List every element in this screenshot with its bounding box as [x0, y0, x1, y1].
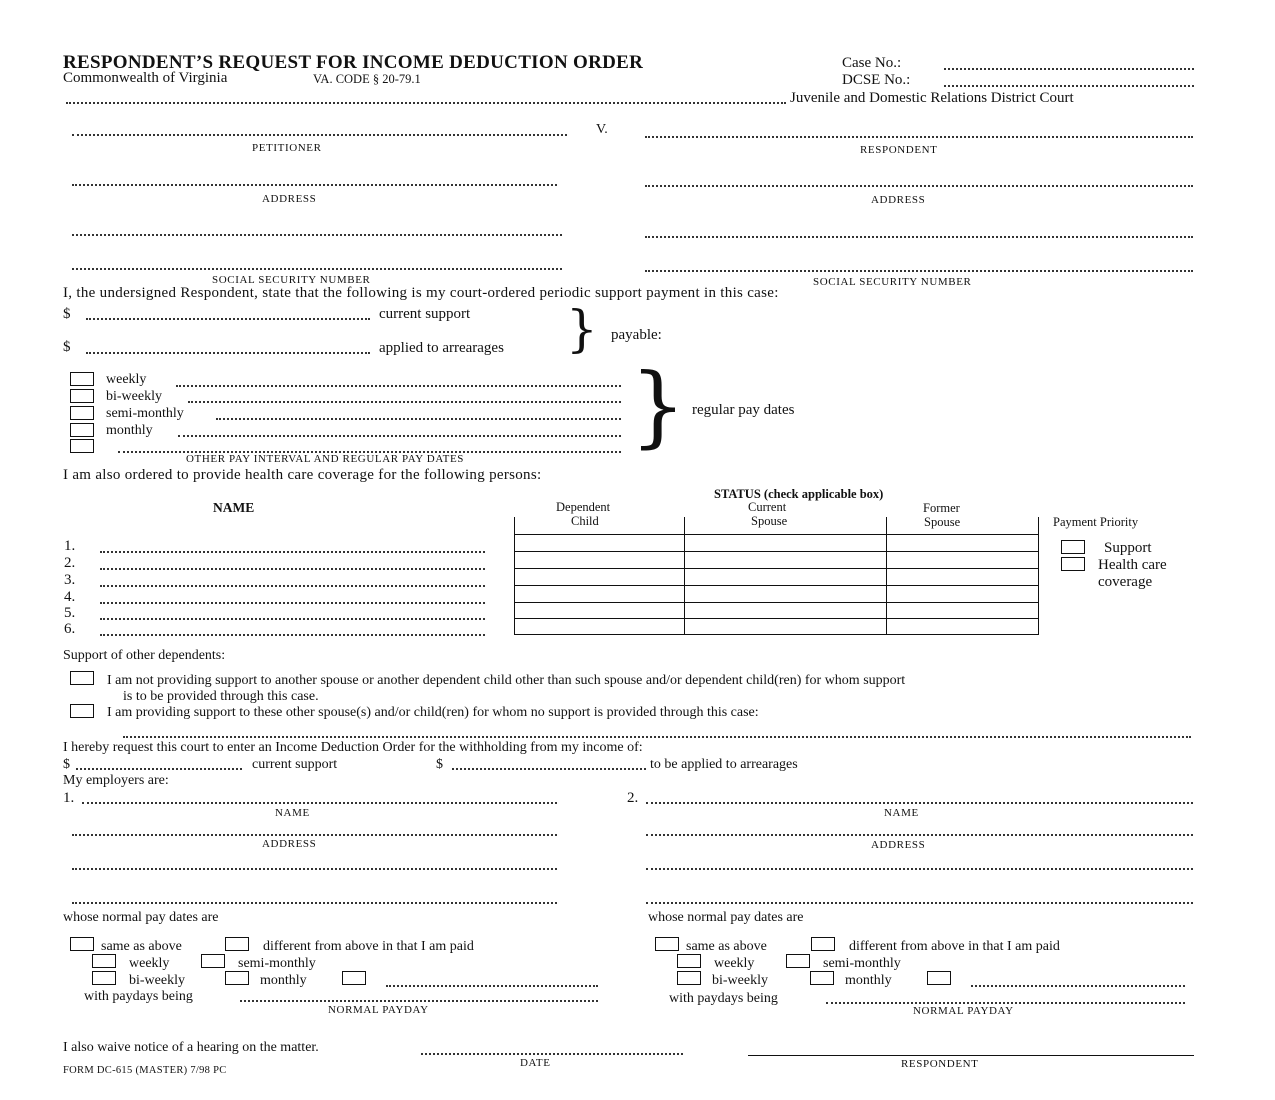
grid-hline-7: [514, 634, 1039, 635]
status-header: [714, 487, 883, 502]
court-field[interactable]: [66, 102, 786, 104]
current-support-field[interactable]: [86, 318, 370, 320]
employer1-name-caption: NAME: [275, 807, 310, 819]
weekly-checkbox[interactable]: [70, 372, 94, 386]
employer2-weekly-label: weekly: [714, 956, 755, 971]
dcse-no-field[interactable]: [944, 85, 1194, 87]
employer2-monthly-label: monthly: [845, 973, 892, 988]
bi-weekly-dates-field[interactable]: [188, 401, 621, 403]
priority-health-label-b: coverage: [1098, 574, 1153, 590]
waive-text: I also waive notice of a hearing on the matter.: [63, 1040, 319, 1055]
respondent-ssn-field[interactable]: [645, 270, 1193, 272]
employer1-address-line3[interactable]: [72, 902, 557, 904]
health-name-field-2[interactable]: [100, 568, 485, 570]
employer2-address-field[interactable]: [646, 834, 1193, 836]
petitioner-address-line2[interactable]: [72, 234, 562, 236]
col-current-a: Current: [748, 500, 787, 514]
request-current-field[interactable]: [76, 768, 242, 770]
form-id: FORM DC-615 (MASTER) 7/98 PC: [63, 1065, 227, 1076]
not-providing-text-b: is to be provided through this case.: [123, 689, 319, 704]
other-dependents-label: Support of other dependents:: [63, 648, 226, 663]
employer1-name-field[interactable]: [82, 802, 557, 804]
respondent-address-caption: ADDRESS: [871, 194, 926, 206]
employer1-different-label: different from above in that I am paid: [263, 939, 474, 954]
weekly-label: weekly: [106, 372, 147, 387]
petitioner-address-field[interactable]: [72, 184, 557, 186]
employer1-paydays-field[interactable]: [240, 1000, 598, 1002]
col-former-a: Former: [923, 501, 960, 515]
respondent-address-field[interactable]: [645, 185, 1193, 187]
col-dependent-a: Dependent: [556, 500, 611, 514]
monthly-dates-field[interactable]: [178, 435, 621, 437]
employer2-different-checkbox[interactable]: [811, 937, 835, 951]
employer2-semi-monthly-label: semi-monthly: [823, 956, 901, 971]
row-number-2: 2.: [64, 555, 76, 571]
monthly-label: monthly: [106, 423, 153, 438]
dcse-no-label: DCSE No.:: [842, 72, 911, 88]
employers-label: My employers are:: [63, 773, 169, 788]
health-name-field-4[interactable]: [100, 602, 485, 604]
court-label: Juvenile and Domestic Relations District Court: [790, 90, 1074, 106]
grid-hline-4: [514, 585, 1039, 586]
row-number-5: 5.: [64, 605, 76, 621]
employer2-bi-weekly-label: bi-weekly: [712, 973, 768, 988]
request-arrearages-dollar: $: [436, 757, 443, 772]
health-name-field-1[interactable]: [100, 551, 485, 553]
current-support-label: current support: [379, 306, 471, 322]
petitioner-ssn-caption: SOCIAL SECURITY NUMBER: [212, 274, 371, 286]
case-no-field[interactable]: [944, 68, 1194, 70]
employer1-weekly-label: weekly: [129, 956, 170, 971]
request-arrearages-field[interactable]: [452, 768, 646, 770]
employer2-weekly-checkbox[interactable]: [677, 954, 701, 968]
employer2-same-checkbox[interactable]: [655, 937, 679, 951]
employer2-bi-weekly-checkbox[interactable]: [677, 971, 701, 985]
grid-hline-3: [514, 568, 1039, 569]
other-interval-checkbox[interactable]: [70, 439, 94, 453]
health-name-field-3[interactable]: [100, 585, 485, 587]
employer1-number: 1.: [63, 790, 75, 806]
grid-hline-2: [514, 551, 1039, 552]
employer1-monthly-label: monthly: [260, 973, 307, 988]
bi-weekly-label: bi-weekly: [106, 389, 162, 404]
weekly-dates-field[interactable]: [176, 385, 621, 387]
row-number-4: 4.: [64, 589, 76, 605]
employer1-same-checkbox[interactable]: [70, 937, 94, 951]
monthly-checkbox[interactable]: [70, 423, 94, 437]
employer2-name-caption: NAME: [884, 807, 919, 819]
payment-priority-label: Payment Priority: [1053, 515, 1139, 529]
case-no-label: Case No.:: [842, 55, 902, 71]
row-number-1: 1.: [64, 538, 76, 554]
priority-health-checkbox[interactable]: [1061, 557, 1085, 571]
regular-pay-dates-label: regular pay dates: [692, 402, 795, 418]
semi-monthly-dates-field[interactable]: [216, 418, 621, 420]
respondent-signature-caption: RESPONDENT: [901, 1058, 979, 1070]
employer1-semi-monthly-label: semi-monthly: [238, 956, 316, 971]
employer1-other-checkbox[interactable]: [342, 971, 366, 985]
employer2-same-label: same as above: [686, 939, 767, 954]
employer1-weekly-checkbox[interactable]: [92, 954, 116, 968]
versus: V.: [596, 122, 608, 137]
employer1-bi-weekly-label: bi-weekly: [129, 973, 185, 988]
employer2-paydays-label: with paydays being: [669, 991, 778, 1006]
col-former-b: Spouse: [924, 515, 961, 529]
va-code: VA. CODE § 20-79.1: [313, 72, 421, 86]
payable-brace: }: [566, 300, 598, 358]
employer1-other-field[interactable]: [386, 985, 598, 987]
current-support-dollar: $: [63, 306, 71, 322]
employer2-monthly-checkbox[interactable]: [810, 971, 834, 985]
employer1-address-line2[interactable]: [72, 868, 557, 870]
respondent-address-line2[interactable]: [645, 236, 1193, 238]
employer1-address-caption: ADDRESS: [262, 838, 317, 850]
arrearages-label: applied to arrearages: [379, 340, 504, 356]
respondent-ssn-caption: SOCIAL SECURITY NUMBER: [813, 276, 972, 288]
other-interval-caption: OTHER PAY INTERVAL AND REGULAR PAY DATES: [186, 453, 464, 465]
respondent-signature-line[interactable]: [748, 1055, 1194, 1056]
row-number-6: 6.: [64, 621, 76, 637]
employer2-name-field[interactable]: [646, 802, 1193, 804]
employer1-monthly-checkbox[interactable]: [225, 971, 249, 985]
employer2-other-field[interactable]: [971, 985, 1185, 987]
employer1-normal-payday-caption: NORMAL PAYDAY: [328, 1004, 429, 1016]
health-name-field-6[interactable]: [100, 634, 485, 636]
petitioner-address-caption: ADDRESS: [262, 193, 317, 205]
employer2-paydays-field[interactable]: [826, 1002, 1185, 1004]
priority-support-checkbox[interactable]: [1061, 540, 1085, 554]
pay-dates-brace: }: [630, 354, 686, 457]
employer2-pay-dates-label: whose normal pay dates are: [648, 910, 804, 925]
employer1-paydays-label: with paydays being: [84, 989, 193, 1004]
statement-text: I, the undersigned Respondent, state that the following is my court-ordered periodic support payment in this case:: [63, 285, 779, 301]
respondent-field[interactable]: [645, 136, 1193, 138]
grid-hline-5: [514, 602, 1039, 603]
status-header-text: STATUS (check applicable box): [714, 487, 884, 501]
employer2-other-checkbox[interactable]: [927, 971, 951, 985]
col-current-b: Spouse: [751, 514, 788, 528]
arrearages-dollar: $: [63, 339, 71, 355]
request-arrearages-label: to be applied to arrearages: [650, 757, 798, 772]
not-providing-text-a: I am not providing support to another spouse or another dependent child other than such spouse and/or dependent child(ren) for whom support: [107, 673, 906, 688]
priority-support-label: Support: [1104, 540, 1152, 556]
petitioner-field[interactable]: [72, 134, 567, 136]
providing-checkbox[interactable]: [70, 704, 94, 718]
employer2-normal-payday-caption: NORMAL PAYDAY: [913, 1005, 1014, 1017]
semi-monthly-checkbox[interactable]: [70, 406, 94, 420]
employer2-address-caption: ADDRESS: [871, 839, 926, 851]
employer2-address-line2[interactable]: [646, 868, 1193, 870]
employer2-semi-monthly-checkbox[interactable]: [786, 954, 810, 968]
col-dependent-b: Child: [571, 514, 599, 528]
arrearages-field[interactable]: [86, 352, 370, 354]
row-number-3: 3.: [64, 572, 76, 588]
petitioner-ssn-field[interactable]: [72, 268, 562, 270]
health-name-field-5[interactable]: [100, 618, 485, 620]
other-dependents-field[interactable]: [123, 736, 1191, 738]
employer1-bi-weekly-checkbox[interactable]: [92, 971, 116, 985]
semi-monthly-label: semi-monthly: [106, 406, 184, 421]
request-current-dollar: $: [63, 757, 70, 772]
date-caption: DATE: [520, 1057, 551, 1069]
respondent-caption: RESPONDENT: [860, 144, 938, 156]
employer2-number: 2.: [627, 790, 639, 806]
bi-weekly-checkbox[interactable]: [70, 389, 94, 403]
payable-label: payable:: [611, 327, 662, 343]
date-field[interactable]: [421, 1053, 683, 1055]
priority-health-label-a: Health care: [1098, 557, 1167, 573]
employer2-address-line3[interactable]: [646, 902, 1193, 904]
employer1-address-field[interactable]: [72, 834, 557, 836]
jurisdiction: Commonwealth of Virginia: [63, 70, 228, 86]
providing-text: I am providing support to these other spouse(s) and/or child(ren) for whom no support is provided through this case:: [107, 705, 759, 720]
form-title: RESPONDENT’S REQUEST FOR INCOME DEDUCTION ORDER: [63, 52, 644, 73]
not-providing-checkbox[interactable]: [70, 671, 94, 685]
request-text: I hereby request this court to enter an Income Deduction Order for the withholding from my income of:: [63, 740, 643, 755]
employer1-different-checkbox[interactable]: [225, 937, 249, 951]
employer1-pay-dates-label: whose normal pay dates are: [63, 910, 219, 925]
employer2-different-label: different from above in that I am paid: [849, 939, 1060, 954]
employer1-same-label: same as above: [101, 939, 182, 954]
grid-hline-6: [514, 618, 1039, 619]
health-intro: I am also ordered to provide health care coverage for the following persons:: [63, 467, 542, 483]
petitioner-caption: PETITIONER: [252, 142, 322, 154]
employer1-semi-monthly-checkbox[interactable]: [201, 954, 225, 968]
name-header: NAME: [213, 500, 255, 515]
grid-hline-1: [514, 534, 1039, 535]
request-current-label: current support: [252, 757, 338, 772]
